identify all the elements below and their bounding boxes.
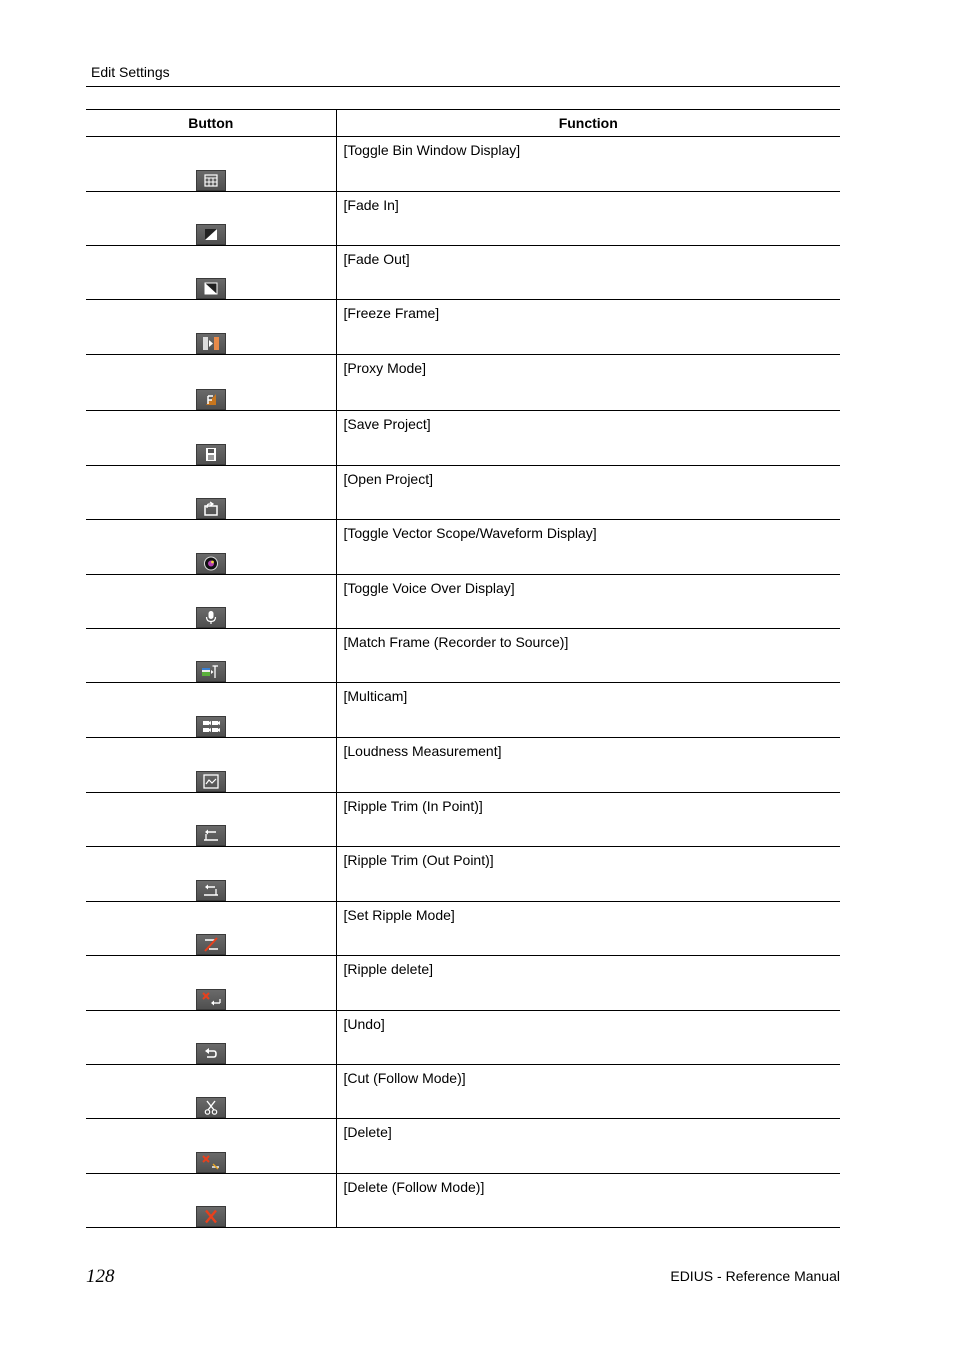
table-row — [86, 1119, 840, 1174]
table-row — [86, 411, 840, 466]
loudness-meter-icon — [196, 771, 226, 792]
function-label: [Multicam] — [343, 688, 408, 704]
function-label: [Proxy Mode] — [343, 360, 426, 376]
function-label: [Ripple delete] — [343, 961, 434, 977]
ripple-mode-icon — [196, 934, 226, 955]
function-label: [Delete] — [343, 1124, 392, 1140]
column-header-function: Function — [336, 110, 840, 137]
table-row — [86, 793, 840, 847]
table-row — [86, 520, 840, 575]
multicam-icon — [196, 716, 226, 737]
page-number: 128 — [86, 1266, 115, 1287]
table-row — [86, 355, 840, 411]
open-project-icon — [196, 498, 226, 519]
ripple-delete-icon — [196, 989, 226, 1010]
button-function-table — [86, 109, 840, 1228]
function-label: [Fade Out] — [343, 251, 410, 267]
function-label: [Delete (Follow Mode)] — [343, 1179, 485, 1195]
column-header-button: Button — [86, 110, 336, 137]
table-row — [86, 192, 840, 246]
delete-icon — [196, 1152, 226, 1173]
table-row — [86, 575, 840, 629]
table-row — [86, 683, 840, 738]
function-label: [Match Frame (Recorder to Source)] — [343, 634, 569, 650]
toggle-bin-window-icon — [196, 170, 226, 191]
table-row — [86, 1011, 840, 1065]
table-header-row — [86, 110, 840, 137]
function-label: [Toggle Vector Scope/Waveform Display] — [343, 525, 597, 541]
proxy-mode-icon — [196, 389, 226, 410]
match-frame-icon — [196, 661, 226, 682]
save-project-icon — [196, 444, 226, 465]
function-label: [Fade In] — [343, 197, 399, 213]
table-row — [86, 246, 840, 300]
ripple-trim-out-icon — [196, 880, 226, 901]
fade-out-icon — [196, 278, 226, 299]
fade-in-icon — [196, 224, 226, 245]
ripple-trim-in-icon — [196, 825, 226, 846]
table-row — [86, 956, 840, 1011]
header-divider — [86, 86, 840, 87]
function-label: [Open Project] — [343, 471, 433, 487]
function-label: [Freeze Frame] — [343, 305, 440, 321]
function-label: [Toggle Voice Over Display] — [343, 580, 515, 596]
function-label: [Undo] — [343, 1016, 385, 1032]
function-label: [Loudness Measurement] — [343, 743, 502, 759]
table-row — [86, 738, 840, 793]
vector-scope-icon — [196, 553, 226, 574]
running-header-title: Edit Settings — [91, 64, 170, 80]
function-label: [Save Project] — [343, 416, 431, 432]
table-row — [86, 847, 840, 902]
scissors-icon — [196, 1097, 226, 1118]
undo-icon — [196, 1043, 226, 1064]
table-row — [86, 466, 840, 520]
manual-title: EDIUS - Reference Manual — [670, 1268, 840, 1284]
table-row — [86, 137, 840, 192]
delete-follow-icon — [196, 1206, 226, 1227]
table-row — [86, 629, 840, 683]
table-row — [86, 300, 840, 355]
function-label: [Cut (Follow Mode)] — [343, 1070, 466, 1086]
freeze-frame-icon — [196, 333, 226, 354]
table-row — [86, 902, 840, 956]
function-label: [Ripple Trim (Out Point)] — [343, 852, 494, 868]
table-row — [86, 1174, 840, 1228]
table-row — [86, 1065, 840, 1119]
microphone-icon — [196, 607, 226, 628]
function-label: [Ripple Trim (In Point)] — [343, 798, 483, 814]
function-label: [Toggle Bin Window Display] — [343, 142, 521, 158]
function-label: [Set Ripple Mode] — [343, 907, 455, 923]
